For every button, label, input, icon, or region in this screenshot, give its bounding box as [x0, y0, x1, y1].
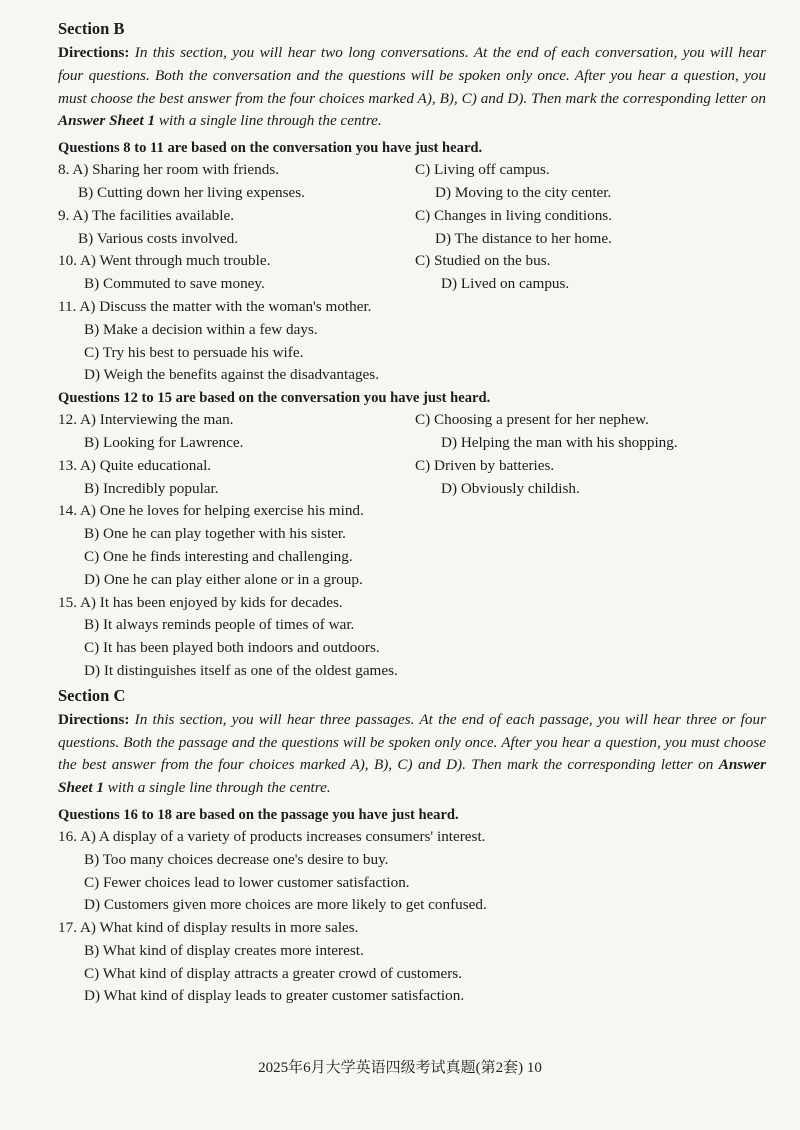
option-c: C) Choosing a present for her nephew.: [415, 411, 649, 429]
question-12: [58, 409, 766, 432]
option-a: A) Discuss the matter with the woman's mother.: [79, 297, 372, 315]
option-c: C) One he finds interesting and challenging.: [84, 547, 353, 565]
section-b-directions: [58, 42, 766, 133]
exam-page: [58, 16, 766, 1008]
question-group-heading: Questions 8 to 11 are based on the conversation you have just heard.: [58, 140, 483, 157]
question-8-row-2: [58, 182, 766, 205]
option-b: B) What kind of display creates more interest.: [84, 941, 364, 959]
directions-text-end: with a single line through the centre.: [107, 779, 331, 797]
option-a: A) What kind of display results in more sales.: [79, 919, 359, 937]
question-15: [58, 592, 766, 683]
question-number: 15.: [58, 593, 77, 611]
section-c-directions: [58, 709, 766, 800]
option-b: B) One he can play together with his sister.: [84, 525, 346, 543]
page-footer: 2025年6月大学英语四级考试真题(第2套) 10: [258, 1060, 542, 1076]
option-c: C) Fewer choices lead to lower customer satisfaction.: [84, 873, 410, 891]
directions-text-end: with a single line through the centre.: [158, 112, 382, 130]
option-c: C) Living off campus.: [415, 161, 550, 179]
question-10-row-2: [58, 273, 766, 296]
question-13: [58, 455, 766, 478]
option-a: A) A display of a variety of products increases consumers' interest.: [79, 827, 486, 845]
question-10: [58, 250, 766, 273]
answer-sheet-label: Answer Sheet 1: [58, 112, 156, 130]
option-d: D) Weigh the benefits against the disadvantages.: [84, 366, 379, 384]
question-9: [58, 205, 766, 228]
option-c: C) Studied on the bus.: [415, 252, 551, 270]
option-d: D) Customers given more choices are more likely to get confused.: [84, 896, 487, 914]
question-12-row-2: [58, 432, 766, 455]
option-d: D) What kind of display leads to greater customer satisfaction.: [84, 987, 465, 1005]
question-16: [58, 826, 766, 917]
option-b: B) Too many choices decrease one's desire to buy.: [84, 850, 389, 868]
option-a: A) The facilities available.: [72, 206, 235, 224]
question-number: 16.: [58, 827, 77, 845]
option-a: A) One he loves for helping exercise his mind.: [79, 502, 364, 520]
question-group-heading: Questions 12 to 15 are based on the conversation you have just heard.: [58, 390, 491, 407]
option-a: A) It has been enjoyed by kids for decades.: [79, 593, 343, 611]
option-c: C) Changes in living conditions.: [415, 206, 613, 224]
option-c: C) Driven by batteries.: [415, 456, 555, 474]
option-a: A) Interviewing the man.: [79, 411, 234, 429]
option-b: B) Looking for Lawrence.: [84, 433, 244, 451]
option-a: A) Went through much trouble.: [79, 252, 271, 270]
option-d: D) Helping the man with his shopping.: [441, 433, 678, 451]
option-d: D) Obviously childish.: [441, 479, 580, 497]
section-c-title: Section C: [58, 685, 126, 705]
option-c: C) It has been played both indoors and outdoors.: [84, 639, 380, 657]
directions-label: Directions:: [58, 44, 130, 61]
question-number: 12.: [58, 411, 77, 429]
option-d: D) One he can play either alone or in a group.: [84, 570, 363, 588]
option-d: D) The distance to her home.: [435, 229, 612, 247]
option-d: D) Lived on campus.: [441, 275, 570, 293]
option-b: B) Cutting down her living expenses.: [78, 183, 305, 201]
question-number: 8.: [58, 161, 70, 179]
question-number: 17.: [58, 919, 77, 937]
question-11: [58, 296, 766, 387]
option-d: D) It distinguishes itself as one of the oldest games.: [84, 661, 398, 679]
option-a: A) Quite educational.: [79, 456, 212, 474]
option-c: C) Try his best to persuade his wife.: [84, 343, 304, 361]
directions-label: Directions:: [58, 710, 130, 728]
section-b-title: Section B: [58, 19, 125, 38]
question-14: [58, 500, 766, 591]
question-number: 14.: [58, 502, 77, 520]
option-b: B) Incredibly popular.: [84, 479, 219, 497]
question-number: 10.: [58, 252, 77, 270]
option-b: B) It always reminds people of times of war.: [84, 616, 355, 634]
question-number: 13.: [58, 456, 77, 474]
question-number: 11.: [58, 297, 77, 315]
directions-text: In this section, you will hear two long conversations. At the end of each conversation, you will hear four questions. Both the conversation and the questions will be spoken only once. After you hear a question, you must choose the best answer from the four choices marked A), B), C) and D). Then mark the corresponding letter on: [58, 44, 767, 107]
option-b: B) Make a decision within a few days.: [84, 320, 318, 338]
question-number: 9.: [58, 206, 70, 224]
option-a: A) Sharing her room with friends.: [72, 161, 280, 179]
option-b: B) Various costs involved.: [78, 229, 239, 247]
question-17: [58, 917, 766, 1008]
answer-sheet-label: Answer Sheet 1: [58, 756, 767, 797]
option-b: B) Commuted to save money.: [84, 275, 265, 293]
question-9-row-2: [58, 228, 766, 251]
question-8: [58, 159, 766, 182]
question-group-heading: Questions 16 to 18 are based on the passage you have just heard.: [58, 806, 459, 823]
option-d: D) Moving to the city center.: [435, 183, 612, 201]
question-13-row-2: [58, 478, 766, 501]
option-c: C) What kind of display attracts a greater crowd of customers.: [84, 964, 463, 982]
directions-text: In this section, you will hear three passages. At the end of each passage, you will hear three or four questions. Both the passage and the questions will be spoken only once. After you hear a question, you must choose the best answer from the four choices marked A), B), C) and D). Then mark the corresponding letter on: [58, 710, 766, 774]
